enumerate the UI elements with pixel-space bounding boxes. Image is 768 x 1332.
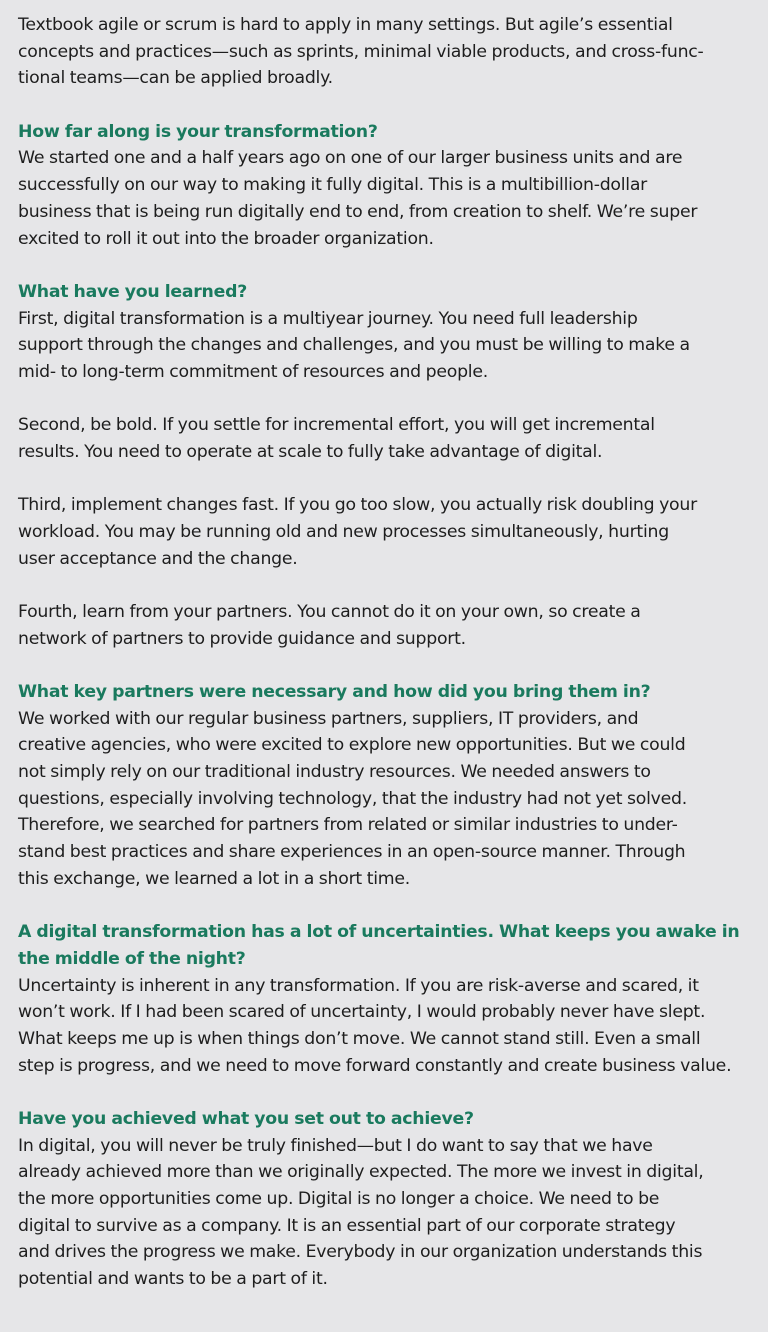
- answer-paragraph: Uncertainty is inherent in any transformation. If you are risk-averse and scared, it won’t work. If I had been scared of uncertainty, I would probably never have slept. What keeps me up is when things don’t move. We cannot stand still. Even a small step is progress, and we need to move forward constantly and create business value.: [18, 975, 732, 1076]
- spacer: [18, 893, 758, 920]
- answer-paragraph: Third, implement changes fast. If you go too slow, you actually risk doubling your workload. You may be running old and new processes simultaneously, hurting user acceptance and the change.: [18, 495, 697, 569]
- spacer: [18, 92, 758, 119]
- answer-paragraph: First, digital transformation is a multiyear journey. You need full leadership support through the changes and challenges, and you must be willing to make a mid- to long-term commitment of resources and people.: [18, 308, 690, 382]
- spacer: [18, 466, 758, 493]
- answer-paragraph: Second, be bold. If you settle for incremental effort, you will get incremental results. You need to operate at scale to fully take advantage of digital.: [18, 415, 655, 462]
- intro-paragraph: Textbook agile or scrum is hard to apply in many settings. But agile’s essential concepts and practices—such as sprints, minimal viable products, and cross-func- tional teams—can be applied broadly.: [18, 15, 704, 89]
- spacer: [18, 572, 758, 599]
- question-heading: Have you achieved what you set out to achieve?: [18, 1108, 474, 1129]
- spacer: [18, 652, 758, 679]
- spacer: [18, 1079, 758, 1106]
- question-heading: A digital transformation has a lot of uncertainties. What keeps you awake in the middle of the night?: [18, 922, 740, 969]
- question-heading: What key partners were necessary and how did you bring them in?: [18, 681, 651, 702]
- spacer: [18, 386, 758, 413]
- answer-paragraph: We worked with our regular business partners, suppliers, IT providers, and creative agencies, who were excited to explore new opportunities. But we could not simply rely on our traditional industry resources. We needed answers to questions, especially involving technology, that the industry had not yet solved. Therefore, we searched for partners from related or similar industries to under- stand best practices and share experiences in an open-source manner. Through this exchange, we learned a lot in a short time.: [18, 708, 687, 889]
- question-heading: How far along is your transformation?: [18, 121, 378, 142]
- answer-paragraph: Fourth, learn from your partners. You cannot do it on your own, so create a network of partners to provide guidance and support.: [18, 601, 641, 649]
- question-heading: What have you learned?: [18, 281, 247, 302]
- spacer: [18, 252, 758, 279]
- answer-paragraph: In digital, you will never be truly finished—but I do want to say that we have already achieved more than we originally expected. The more we invest in digital, the more opportunities come up. Digital is no longer a choice. We need to be digital to survive as a company. It is an essential part of our corporate strategy and drives the progress we make. Everybody in our organization understands this potential and wants to be a part of it.: [18, 1135, 704, 1290]
- answer-paragraph: We started one and a half years ago on one of our larger business units and are successfully on our way to making it fully digital. This is a multibillion-dollar business that is being run digitally end to end, from creation to shelf. We’re super excited to roll it out into the broader organization.: [18, 148, 698, 249]
